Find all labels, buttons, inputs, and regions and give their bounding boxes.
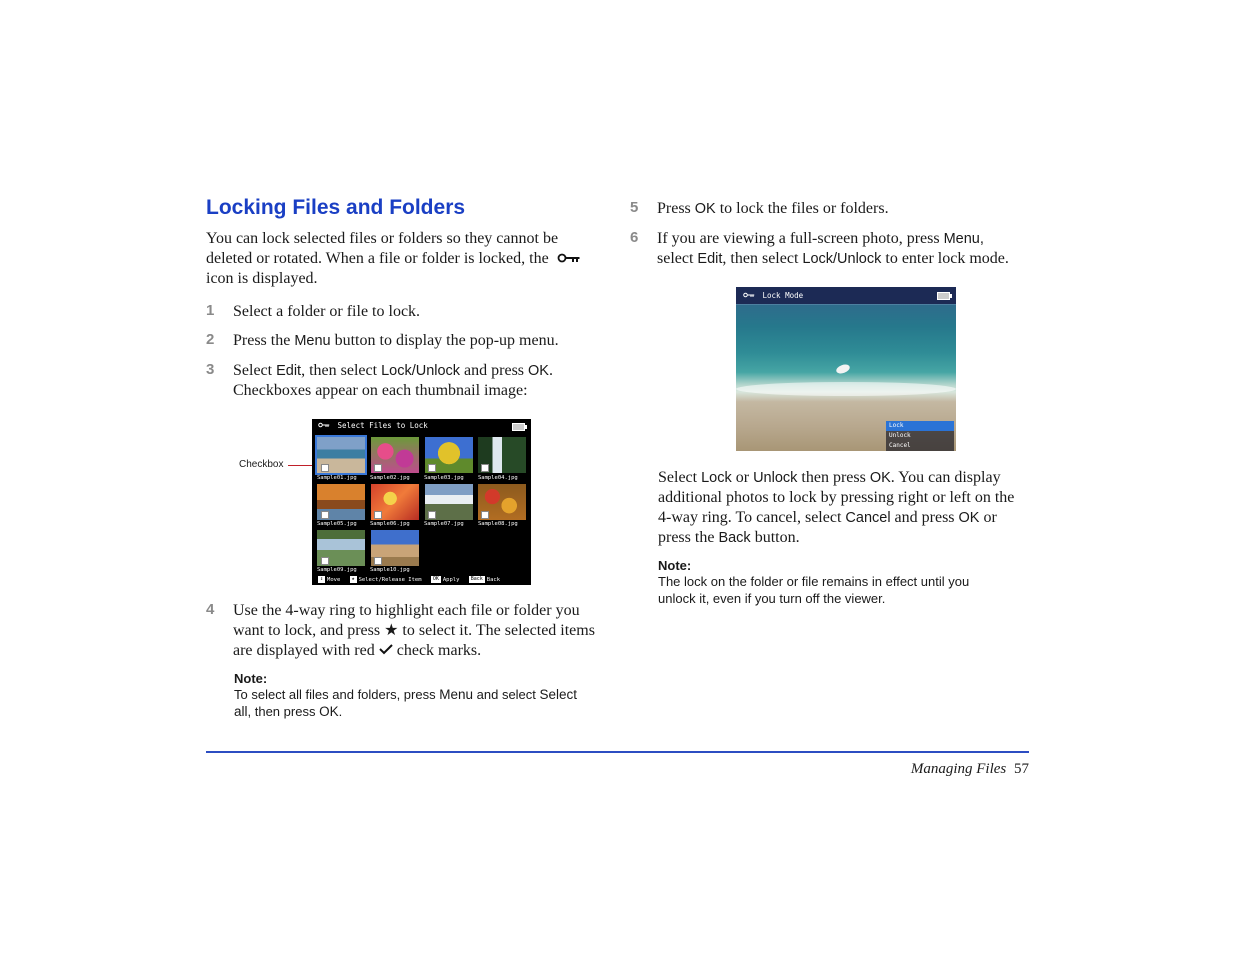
wave-foam xyxy=(736,382,956,396)
checkbox[interactable] xyxy=(321,557,329,565)
step-4-number: 4 xyxy=(206,601,215,618)
battery-icon xyxy=(937,292,950,300)
step-1-number: 1 xyxy=(206,302,215,319)
intro-line-2: deleted or rotated. When a file or folder is locked, the xyxy=(206,249,606,269)
checkbox[interactable] xyxy=(321,464,329,472)
checkbox[interactable] xyxy=(374,557,382,565)
seagull xyxy=(835,363,851,375)
thumbnail-caption: Sample08.jpg xyxy=(478,521,518,527)
checkbox-callout-label: Checkbox xyxy=(239,459,284,470)
key-icon xyxy=(743,291,760,300)
thumbnail-caption: Sample05.jpg xyxy=(317,521,357,527)
thumbnail-caption: Sample09.jpg xyxy=(317,567,357,573)
thumbnail-caption: Sample02.jpg xyxy=(370,475,410,481)
note-label: Note: xyxy=(658,558,692,573)
step-3-text: Select Edit, then select Lock/Unlock and press OK. Checkboxes appear on each thumbnail image: xyxy=(233,362,553,399)
footer-section-title: Managing Files xyxy=(910,761,1007,777)
screen-footer-bar: ↕ Move ★ Select/Release Item OK Apply Back Back xyxy=(320,576,501,583)
ok-button-icon: OK xyxy=(432,576,439,582)
lock-popup-menu xyxy=(886,421,954,451)
four-way-icon: ↕ xyxy=(320,576,324,582)
thumbnail-caption: Sample04.jpg xyxy=(478,475,518,481)
thumbnail-caption: Sample06.jpg xyxy=(370,521,410,527)
step-5-text: Press OK to lock the files or folders. xyxy=(657,200,889,217)
key-icon xyxy=(318,421,335,430)
step-5-number: 5 xyxy=(630,199,639,216)
checkbox[interactable] xyxy=(428,464,436,472)
checkbox[interactable] xyxy=(481,511,489,519)
intro-line-3: icon is displayed. xyxy=(206,270,318,288)
step-4-text: Use the 4-way ring to highlight each file or folder you want to lock, and press ★ to select it. The selected items are displayed with red check marks. xyxy=(233,601,595,661)
checkbox[interactable] xyxy=(428,511,436,519)
menu-item-lock[interactable]: Lock xyxy=(886,421,954,431)
step-1-text: Select a folder or file to lock. xyxy=(233,303,421,320)
menu-item-unlock[interactable]: Unlock xyxy=(889,432,911,439)
note-box-1 xyxy=(234,671,614,720)
intro-paragraph xyxy=(206,229,606,289)
thumbnail-caption: Sample01.jpg xyxy=(317,475,357,481)
step-6-number: 6 xyxy=(630,229,639,246)
star-icon: ★ xyxy=(384,622,399,639)
footer-rule xyxy=(206,751,1029,753)
checkbox[interactable] xyxy=(321,511,329,519)
screen-title-bar: Lock Mode xyxy=(736,287,956,304)
lock-instructions-paragraph: Select Lock or Unlock then press OK. You can display additional photos to lock by pressing right or left on the 4-way ring. To cancel, select Cancel and press OK or press the Back button. xyxy=(658,469,1015,546)
step-3-number: 3 xyxy=(206,361,215,378)
step-2-text: Press the Menu button to display the pop-up menu. xyxy=(233,332,559,349)
lock-mode-screen xyxy=(736,287,956,451)
menu-button-ref: Menu xyxy=(294,333,331,349)
section-heading: Locking Files and Folders xyxy=(206,196,466,219)
thumbnail-caption: Sample07.jpg xyxy=(424,521,464,527)
page-number: 57 xyxy=(1014,761,1029,777)
screen-title-bar: Select Files to Lock xyxy=(312,419,531,433)
note-box-2 xyxy=(658,558,1038,607)
battery-icon xyxy=(512,423,525,431)
checkbox[interactable] xyxy=(374,511,382,519)
thumbnail-caption: Sample03.jpg xyxy=(424,475,464,481)
menu-item-cancel[interactable]: Cancel xyxy=(889,442,911,449)
check-mark-icon xyxy=(379,641,393,661)
note-text: To select all files and folders, press Menu and select Select all, then press OK. xyxy=(234,687,578,719)
step-6-text: If you are viewing a full-screen photo, press Menu, select Edit, then select Lock/Unlock to enter lock mode. xyxy=(657,230,1009,267)
page-footer xyxy=(911,761,1029,778)
key-icon xyxy=(557,249,581,269)
note-text: The lock on the folder or file remains in effect until you unlock it, even if you turn off the viewer. xyxy=(658,574,970,606)
thumbnail-caption: Sample10.jpg xyxy=(370,567,410,573)
checkbox[interactable] xyxy=(374,464,382,472)
step-2-number: 2 xyxy=(206,331,215,348)
note-label: Note: xyxy=(234,671,268,686)
select-files-screen xyxy=(312,419,531,585)
checkbox[interactable] xyxy=(481,464,489,472)
star-button-icon: ★ xyxy=(351,576,355,582)
back-button-icon: Back xyxy=(470,576,483,582)
intro-line-1: You can lock selected files or folders so they cannot be xyxy=(206,230,559,247)
